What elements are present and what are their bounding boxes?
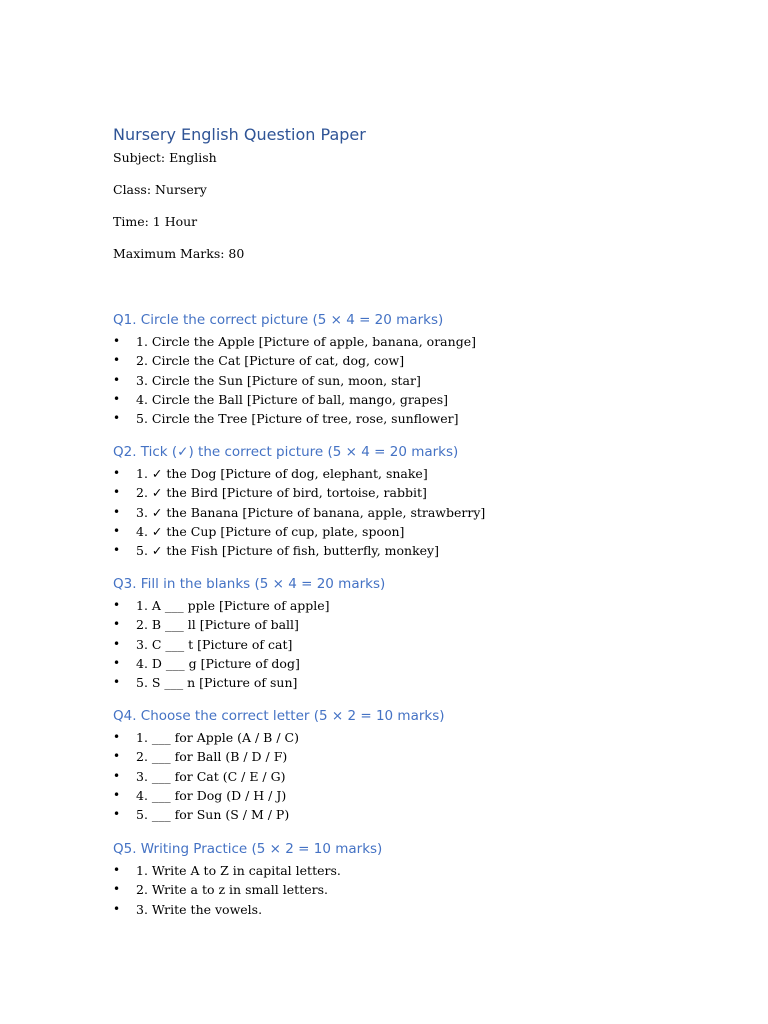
item-text: 2. Write a to z in small letters.: [136, 882, 328, 898]
item-text: 2. B ___ ll [Picture of ball]: [136, 617, 299, 633]
bullet-icon: •: [113, 863, 121, 877]
item-text: 4. ___ for Dog (D / H / J): [136, 787, 287, 803]
bullet-icon: •: [113, 787, 121, 802]
bullet-icon: •: [113, 768, 121, 783]
bullet-icon: •: [113, 655, 121, 670]
item-text: 5. Circle the Tree [Picture of tree, rose, sunflower]: [136, 411, 459, 427]
item-text: 4. ✓ the Cup [Picture of cup, plate, spoon]: [136, 523, 405, 539]
q1-heading: Q1. Circle the correct picture (5 × 4 = 20 marks): [113, 312, 444, 328]
bullet-icon: •: [113, 543, 121, 558]
item-text: 2. ___ for Ball (B / D / F): [136, 749, 288, 765]
bullet-icon: •: [113, 882, 121, 897]
item-text: 1. Circle the Apple [Picture of apple, banana, orange]: [136, 334, 476, 349]
q5-heading: Q5. Writing Practice (5 × 2 = 10 marks): [113, 841, 383, 857]
bullet-icon: •: [113, 504, 121, 519]
bullet-icon: •: [113, 636, 121, 651]
item-text: 5. S ___ n [Picture of sun]: [136, 675, 298, 691]
bullet-icon: •: [113, 485, 121, 500]
bullet-icon: •: [113, 353, 121, 368]
item-text: 1. ___ for Apple (A / B / C): [136, 730, 299, 745]
time-line: Time: 1 Hour: [113, 214, 198, 229]
item-text: 2. ✓ the Bird [Picture of bird, tortoise, rabbit]: [136, 485, 427, 501]
bullet-icon: •: [113, 675, 121, 690]
item-text: 4. D ___ g [Picture of dog]: [136, 655, 300, 671]
item-text: 2. Circle the Cat [Picture of cat, dog, cow]: [136, 353, 405, 369]
item-text: 5. ___ for Sun (S / M / P): [136, 807, 290, 823]
item-text: 3. C ___ t [Picture of cat]: [136, 636, 293, 652]
bullet-icon: •: [113, 598, 121, 612]
bullet-icon: •: [113, 391, 121, 406]
item-text: 5. ✓ the Fish [Picture of fish, butterfly, monkey]: [136, 543, 439, 559]
item-text: 3. ✓ the Banana [Picture of banana, apple, strawberry]: [136, 504, 486, 520]
bullet-icon: •: [113, 466, 121, 480]
bullet-icon: •: [113, 807, 121, 822]
maximum-marks-line: Maximum Marks: 80: [113, 246, 245, 261]
item-text: 4. Circle the Ball [Picture of ball, mango, grapes]: [136, 391, 449, 407]
bullet-icon: •: [113, 411, 121, 426]
bullet-icon: •: [113, 749, 121, 764]
item-text: 3. ___ for Cat (C / E / G): [136, 768, 286, 784]
item-text: 3. Write the vowels.: [136, 901, 263, 917]
q4-heading: Q4. Choose the correct letter (5 × 2 = 10 marks): [113, 708, 445, 724]
bullet-icon: •: [113, 372, 121, 387]
subject-line: Subject: English: [113, 150, 217, 165]
q3-heading: Q3. Fill in the blanks (5 × 4 = 20 marks): [113, 576, 386, 592]
item-text: 1. Write A to Z in capital letters.: [136, 863, 341, 878]
bullet-icon: •: [113, 901, 121, 916]
bullet-icon: •: [113, 523, 121, 538]
class-line: Class: Nursery: [113, 182, 207, 197]
item-text: 3. Circle the Sun [Picture of sun, moon, star]: [136, 372, 421, 388]
bullet-icon: •: [113, 730, 121, 744]
page-title: Nursery English Question Paper: [113, 125, 366, 144]
q2-heading: Q2. Tick (✓) the correct picture (5 × 4 = 20 marks): [113, 444, 459, 460]
bullet-icon: •: [113, 334, 121, 348]
item-text: 1. ✓ the Dog [Picture of dog, elephant, snake]: [136, 466, 428, 481]
item-text: 1. A ___ pple [Picture of apple]: [136, 598, 330, 613]
bullet-icon: •: [113, 617, 121, 632]
